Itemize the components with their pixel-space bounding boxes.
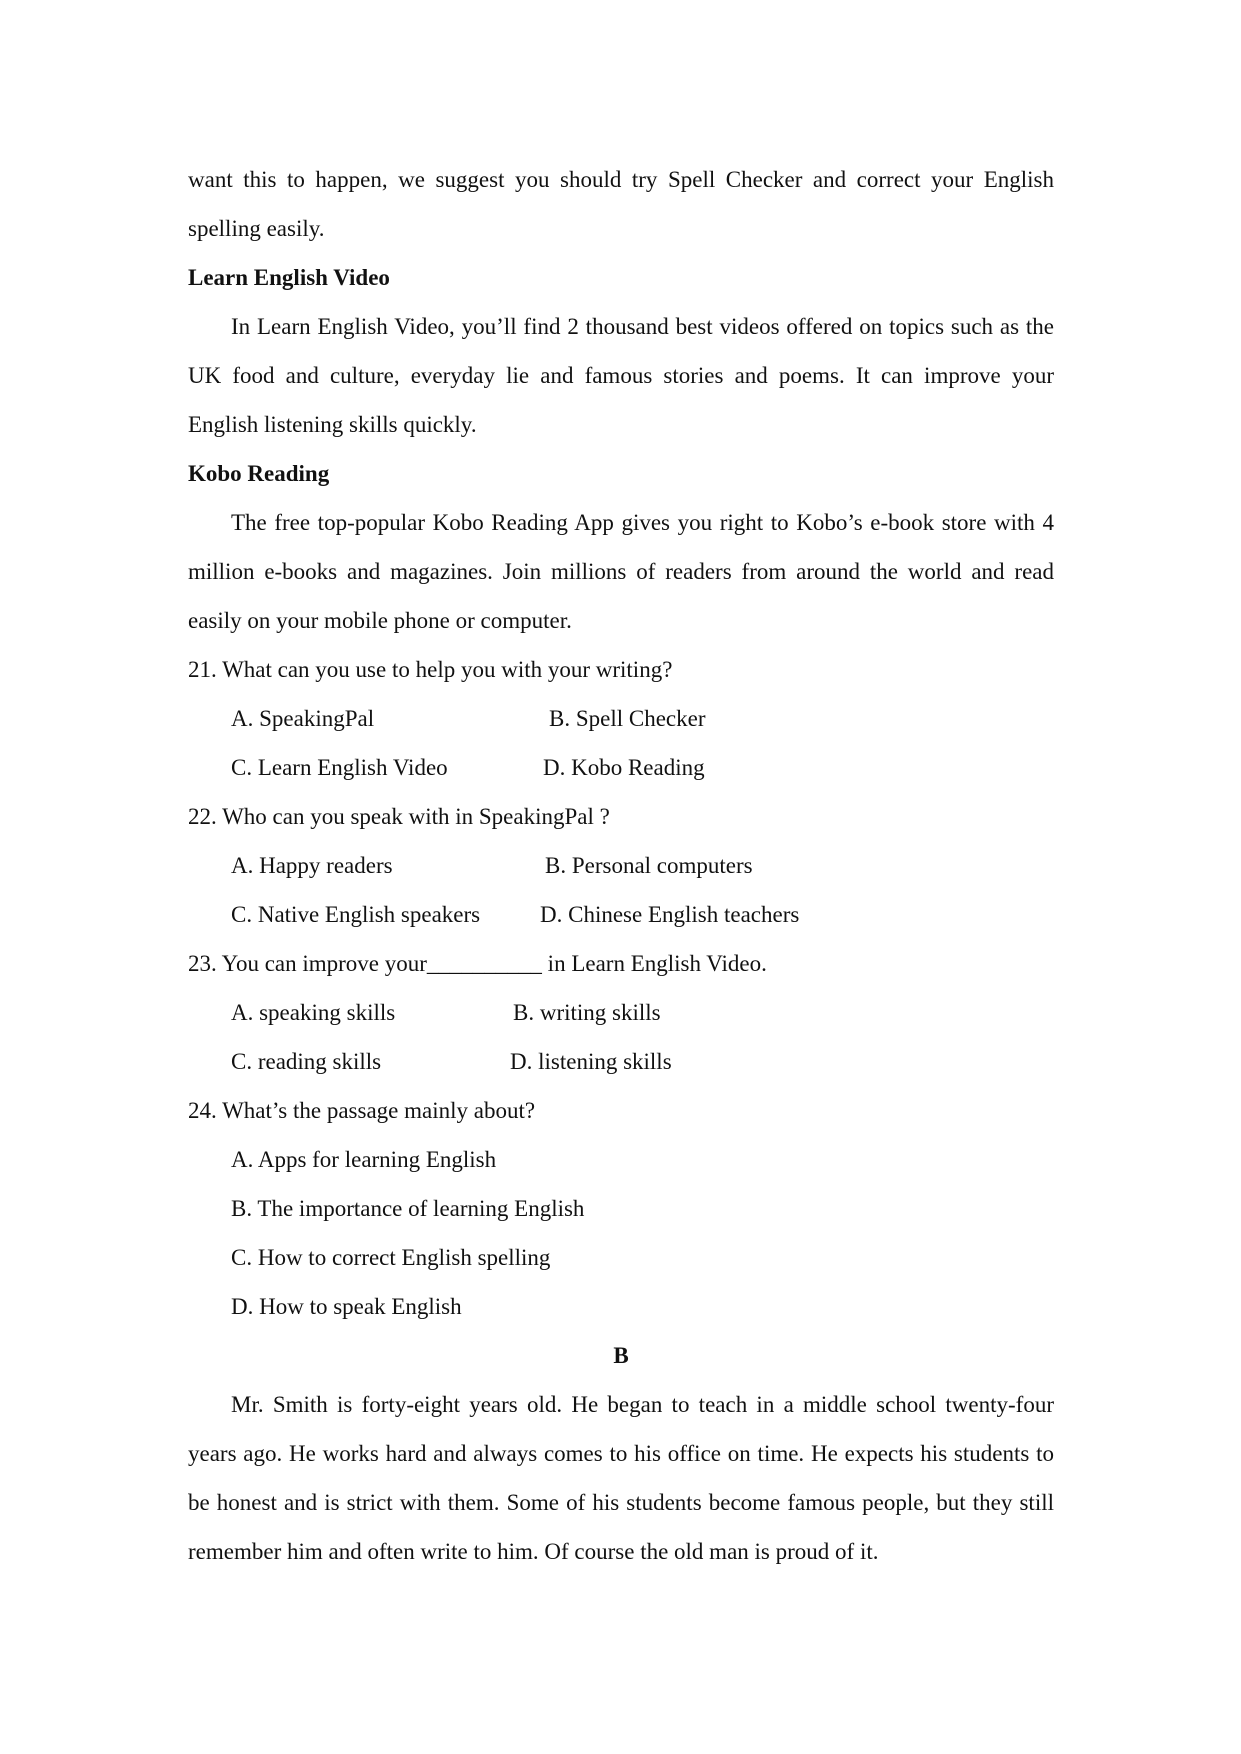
question-23-options-row-2: [188, 1037, 1054, 1086]
question-24: 24. What’s the passage mainly about?: [188, 1098, 536, 1123]
section-b-paragraph: Mr. Smith is forty-eight years old. He began to teach in a middle school twenty-four years ago. He works hard and always comes to his office on time. He expects his students to be honest and is strict with them. Some of his students become famous people, but they still remember him and often write to him. Of course the old man is proud of it.: [188, 1392, 1054, 1564]
learn-video-paragraph: In Learn English Video, you’ll find 2 thousand best videos offered on topics such as the UK food and culture, everyday lie and famous stories and poems. It can improve your English listening skills quickly.: [188, 314, 1054, 437]
question-23: 23. You can improve your__________ in Learn English Video.: [188, 951, 767, 976]
question-21-options-row-1: [188, 694, 1054, 743]
question-22-options-row-2: [188, 890, 1054, 939]
question-21-option-c: C. Learn English Video: [231, 755, 448, 780]
question-23-option-c: C. reading skills: [231, 1049, 382, 1074]
question-21-option-b: B. Spell Checker: [549, 706, 706, 731]
question-21-options-row-2: [188, 743, 1054, 792]
question-22: 22. Who can you speak with in SpeakingPal ?: [188, 804, 610, 829]
question-24-option-a: A. Apps for learning English: [231, 1147, 497, 1172]
question-22-option-d: D. Chinese English teachers: [540, 902, 800, 927]
question-23-option-b: B. writing skills: [513, 1000, 661, 1025]
kobo-heading: Kobo Reading: [188, 461, 330, 486]
question-24-option-d: D. How to speak English: [231, 1294, 462, 1319]
question-22-option-b: B. Personal computers: [545, 853, 753, 878]
section-b-heading: B: [613, 1343, 629, 1368]
question-24-option-b: B. The importance of learning English: [231, 1196, 585, 1221]
question-23-option-d: D. listening skills: [510, 1049, 672, 1074]
question-23-option-a: A. speaking skills: [231, 1000, 396, 1025]
question-22-options-row-1: [188, 841, 1054, 890]
learn-video-heading: Learn English Video: [188, 265, 390, 290]
question-22-option-a: A. Happy readers: [231, 853, 393, 878]
document-page: [188, 155, 1054, 1576]
question-22-option-c: C. Native English speakers: [231, 902, 481, 927]
question-21-option-a: A. SpeakingPal: [231, 706, 375, 731]
question-23-options-row-1: [188, 988, 1054, 1037]
question-24-option-c: C. How to correct English spelling: [231, 1245, 551, 1270]
kobo-paragraph: The free top-popular Kobo Reading App gives you right to Kobo’s e-book store with 4 million e-books and magazines. Join millions of readers from around the world and read easily on your mobile phone or computer.: [188, 510, 1054, 633]
question-21-option-d: D. Kobo Reading: [543, 755, 705, 780]
intro-paragraph: want this to happen, we suggest you should try Spell Checker and correct your English spelling easily.: [188, 167, 1054, 241]
question-21: 21. What can you use to help you with your writing?: [188, 657, 673, 682]
